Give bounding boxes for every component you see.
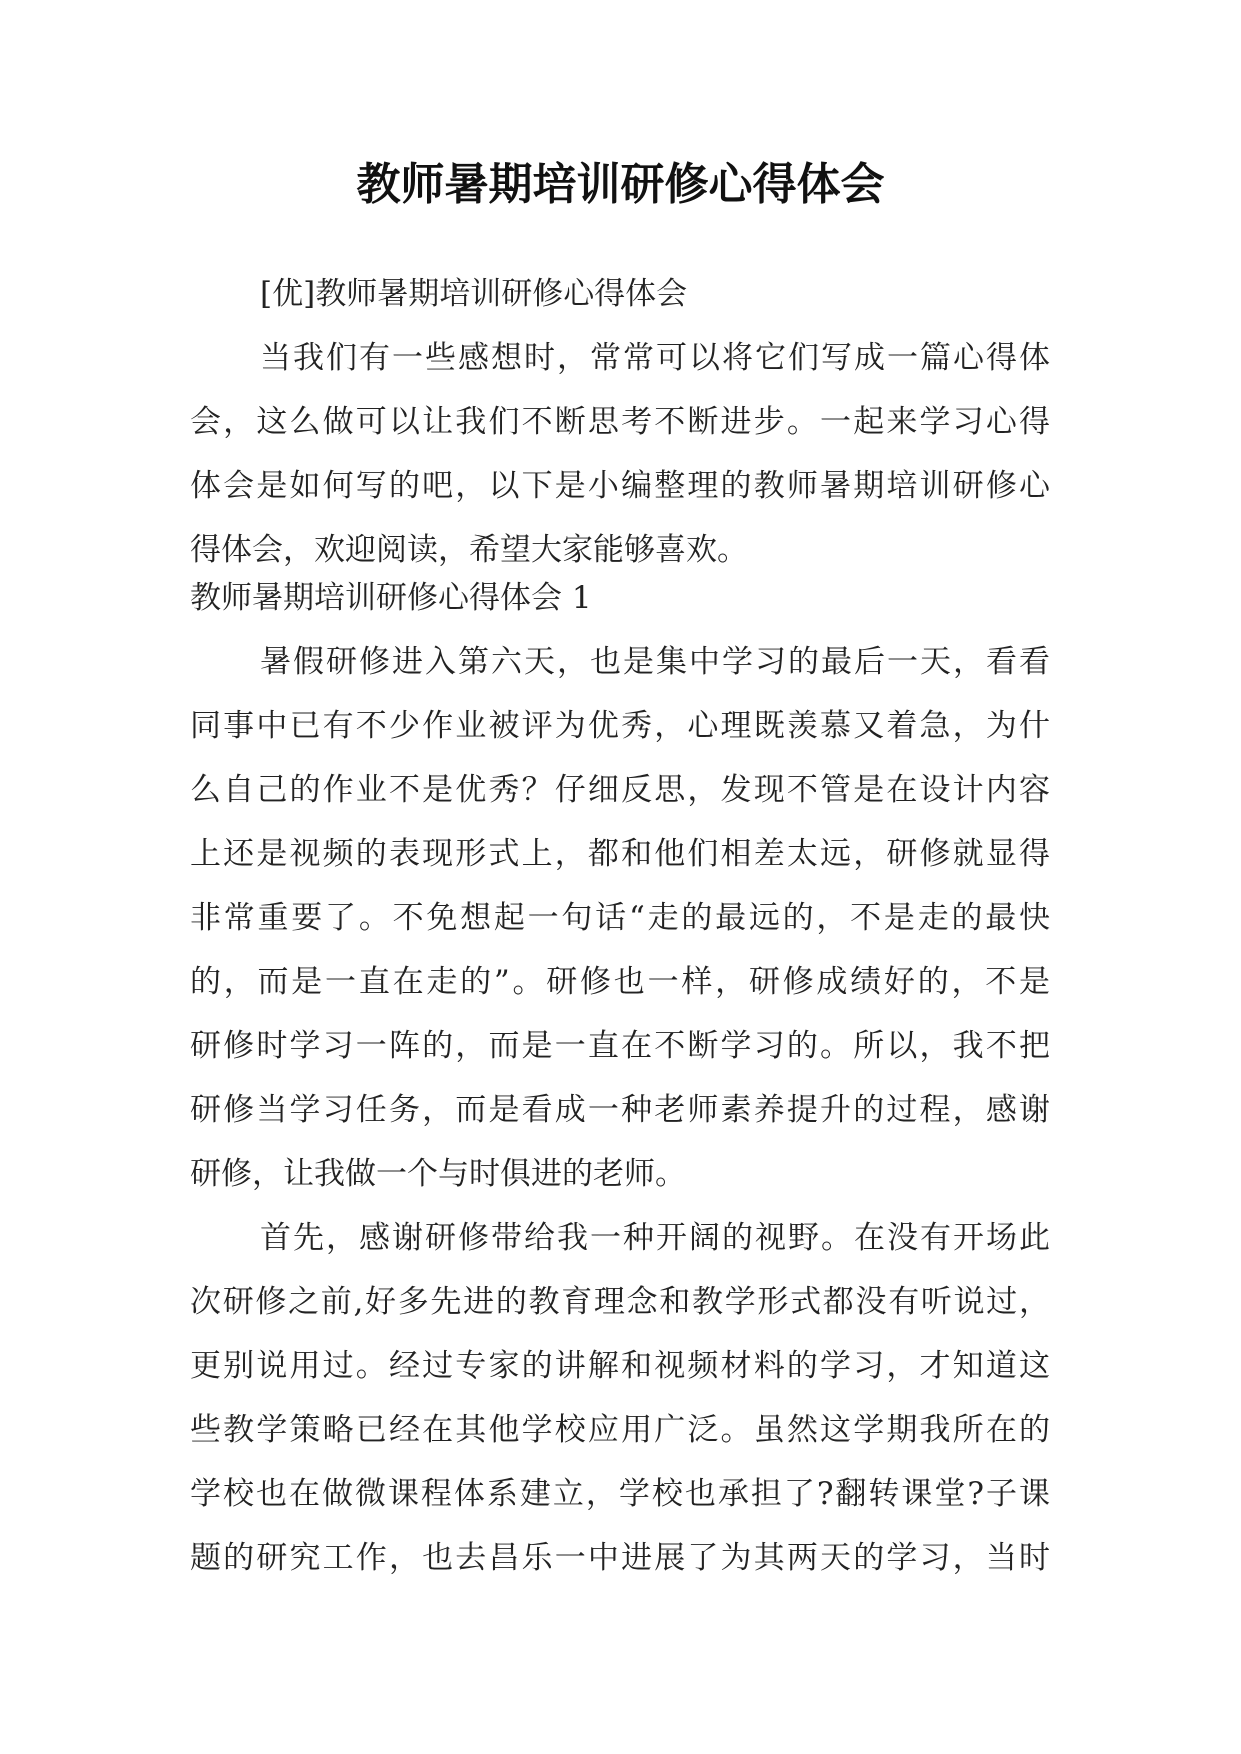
paragraph-line: 研修时学习一阵的，而是一直在不断学习的。所以，我不把 <box>190 1028 1050 1064</box>
paragraph-line: 学校也在做微课程体系建立，学校也承担了?翻转课堂?子课 <box>190 1476 1050 1512</box>
document-title: 教师暑期培训研修心得体会 <box>356 159 885 210</box>
paragraph-line: 更别说用过。经过专家的讲解和视频材料的学习，才知道这 <box>190 1348 1050 1384</box>
paragraph-line: 暑假研修进入第六天，也是集中学习的最后一天，看看 <box>260 644 1050 680</box>
paragraph-line: 同事中已有不少作业被评为优秀，心理既羡慕又着急，为什 <box>190 708 1050 744</box>
paragraph-line: 些教学策略已经在其他学校应用广泛。虽然这学期我所在的 <box>190 1412 1050 1448</box>
paragraph-2 <box>190 1206 1050 1590</box>
paragraph-line: 非常重要了。不免想起一句话“走的最远的，不是走的最快 <box>190 900 1050 936</box>
paragraph-line: 次研修之前,好多先进的教育理念和教学形式都没有听说过， <box>190 1284 1050 1320</box>
intro-line: 体会是如何写的吧，以下是小编整理的教师暑期培训研修心 <box>190 468 1050 504</box>
section-1 <box>190 566 1050 1590</box>
paragraph-line: 研修当学习任务，而是看成一种老师素养提升的过程，感谢 <box>190 1092 1050 1128</box>
paragraph-line: 首先，感谢研修带给我一种开阔的视野。在没有开场此 <box>260 1220 1050 1256</box>
paragraph-line: 研修，让我做一个与时俱进的老师。 <box>190 1156 686 1192</box>
intro-line: 得体会，欢迎阅读，希望大家能够喜欢。 <box>190 532 748 568</box>
paragraph-line: 题的研究工作，也去昌乐一中进展了为其两天的学习，当时 <box>190 1540 1050 1576</box>
paragraph-line: 上还是视频的表现形式上，都和他们相差太远，研修就显得 <box>190 836 1050 872</box>
subtitle-line: [优]教师暑期培训研修心得体会 <box>260 276 688 312</box>
intro-line: 当我们有一些感想时，常常可以将它们写成一篇心得体 <box>260 340 1050 376</box>
document-body <box>190 262 1050 582</box>
intro-paragraph <box>190 326 1050 582</box>
paragraph-line: 么自己的作业不是优秀？仔细反思，发现不管是在设计内容 <box>190 772 1050 808</box>
intro-line: 会，这么做可以让我们不断思考不断进步。一起来学习心得 <box>190 404 1050 440</box>
paragraph-line: 的，而是一直在走的”。研修也一样，研修成绩好的，不是 <box>190 964 1050 1000</box>
section-heading: 教师暑期培训研修心得体会 1 <box>190 580 592 616</box>
paragraph-1 <box>190 630 1050 1206</box>
